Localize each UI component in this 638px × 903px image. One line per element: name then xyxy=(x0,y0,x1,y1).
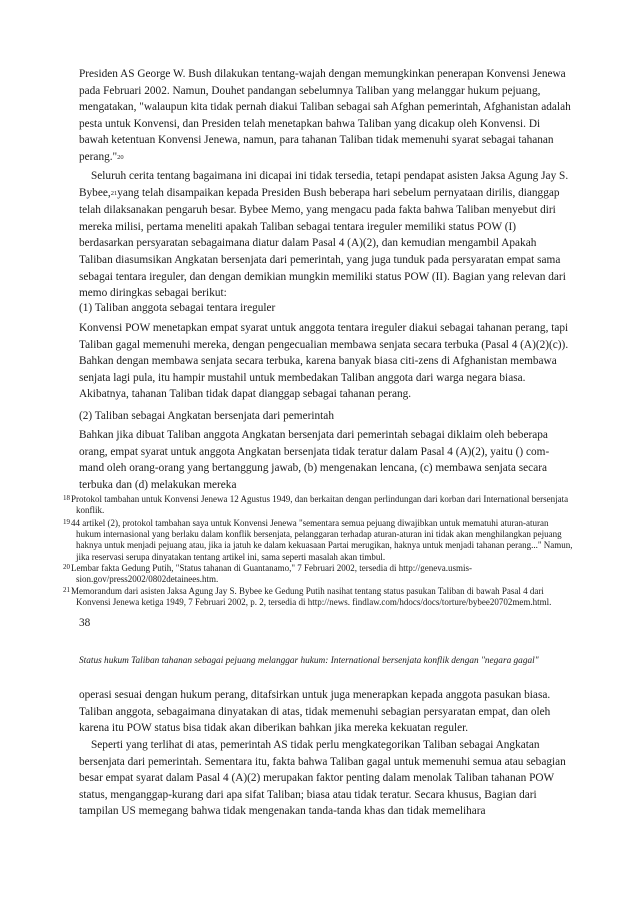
paragraph-bush-geneva xyxy=(79,66,571,167)
footnote-text: 44 artikel (2), protokol tambahan saya untuk Konvensi Jenewa "sementara semua pejuang diwajibkan untuk mematuhi aturan-aturan hukum internasional yang berlaku dalam konflik bersenjata, pelanggaran terhadap aturan-aturan ini tidak akan menghilangkan pejuang haknya untuk menjadi pejuang atau, jika ia jatuh ke dalam kekuasaan Partai merugikan, haknya untuk menjadi tahanan perang..." Namun, jika reservasi serupa dinyatakan tentang artikel ini, sama seperti masalah akan timbul. xyxy=(71,518,573,562)
footnote-ref-21: 21 xyxy=(110,189,118,197)
footnote-18 xyxy=(63,493,573,516)
page-number: 38 xyxy=(79,617,91,629)
subheading-armed-forces: (2) Taliban sebagai Angkatan bersenjata dari pemerintah xyxy=(79,410,334,422)
footnote-text: Protokol tambahan untuk Konvensi Jenewa 12 Agustus 1949, dan berkaitan dengan perlindungan dari korban dari International bersenjata konflik. xyxy=(71,494,569,516)
subheading-irregular: (1) Taliban anggota sebagai tentara ireguler xyxy=(79,302,276,314)
paragraph-regular-forces: operasi sesuai dengan hukum perang, ditafsirkan untuk juga menerapkan kepada anggota pasukan biasa. Taliban anggota, sebagaimana dinyatakan di atas, tidak memenuhi sebagian persyaratan empat, dan oleh karena itu POW status bisa tidak akan diberikan bahkan jika mereka kekuatan reguler. xyxy=(79,689,551,735)
footnote-number: 20 xyxy=(63,563,70,571)
paragraph-us-view xyxy=(79,737,571,820)
paragraph-armed-forces: Bahkan jika dibuat Taliban anggota Angkatan bersenjata dari pemerintah sebagai diklaim oleh beberapa orang, empat syarat untuk anggota Angkatan bersenjata tidak teratur dalam Pasal 4 (A)(2), yaitu () com-mand oleh orang-orang yang bertanggung jawab, (b) mengenakan lencana, (c) membawa senjata secara terbuka dan (d) melakukan mereka xyxy=(79,429,550,491)
footnote-21 xyxy=(63,585,573,608)
footnote-19 xyxy=(63,517,573,563)
footnote-number: 21 xyxy=(63,586,70,594)
paragraph-text: Presiden AS George W. Bush dilakukan tentang-wajah dengan memungkinkan penerapan Konvensi Jenewa pada Februari 2002. Namun, Douhet pandangan sebelumnya Taliban yang melanggar hukum pejuang, mengatakan, "walaupun kita tidak pernah diakui Taliban sebagai sah Afghan pemerintah, Afghanistan adalah pesta untuk Konvensi, dan Presiden telah menetapkan bahwa Taliban yang dicakup oleh Konvensi. Di bawah ketentuan Konvensi Jenewa, namun, para tahanan Taliban tidak memenuhi syarat sebagai tahanan perang." xyxy=(79,68,571,163)
footnote-number: 18 xyxy=(63,494,70,502)
paragraph-text: Seperti yang terlihat di atas, pemerintah AS tidak perlu mengkategorikan Taliban sebagai Angkatan bersenjata dari pemerintah. Sementara itu, fakta bahwa Taliban gagal untuk memenuhi semua atau sebagian besar empat syarat dalam Pasal 4 (A)(2) merupakan faktor penting dalam menolak Taliban tahanan POW status, menganggap-kurang dari apa sifat Taliban; biasa atau tidak teratur. Secara khusus, Bagian dari tampilan US memegang bahwa tidak mengenakan tanda-tanda khas dan tidak memelihara xyxy=(79,739,566,818)
footnote-20 xyxy=(63,562,573,585)
paragraph-text-part-a: Seluruh cerita tentang bagaimana ini dicapai ini tidak tersedia, tetapi pendapat asisten Jaksa Agung Jay S. Bybee, xyxy=(79,170,569,199)
footnote-text: Memorandum dari asisten Jaksa Agung Jay S. Bybee ke Gedung Putih nasihat tentang status pasukan Taliban di bawah Pasal 4 dari Konvensi Jenewa ketiga 1949, 7 Februari 2002, p. 2, tersedia di http://news. findlaw.com/hdocs/docs/torture/bybee20702mem.html. xyxy=(71,586,552,608)
paragraph-bybee-memo xyxy=(79,168,571,302)
running-head: Status hukum Taliban tahanan sebagai pejuang melanggar hukum: International bersenjata konflik dengan "negara gagal" xyxy=(79,656,539,666)
footnote-text: Lembar fakta Gedung Putih, "Status tahanan di Guantanamo," 7 Februari 2002, tersedia di http://geneva.usmis-sion.gov/press2002/0802detainees.htm. xyxy=(71,563,473,585)
footnote-number: 19 xyxy=(63,518,70,526)
footnote-ref-20: 20 xyxy=(117,153,124,161)
paragraph-text-part-b: yang telah disampaikan kepada Presiden Bush beberapa hari sebelum pernyataan dirilis, dianggap telah dilaksanakan pengaruh besar. Bybee Memo, yang mengacu pada fakta bahwa Taliban menyebut diri mereka milisi, pertama meneliti apakah Taliban sebagai tentara ireguler memiliki status POW (I) berdasarkan persyaratan sebagaimana diatur dalam Pasal 4 (A)(2), dan kemudian mengambil Apakah Taliban diasumsikan Angkatan bersenjata dari pemerintah, yang juga tunduk pada persyaratan empat sama sebagai tentara ireguler, dan dengan demikian mungkin memiliki status POW (II). Bagian yang relevan dari memo diringkas sebagai berikut: xyxy=(79,186,566,300)
paragraph-irregular-forces: Konvensi POW menetapkan empat syarat untuk anggota tentara ireguler diakui sebagai tahanan perang, tapi Taliban gagal memenuhi mereka, dengan pengecualian membawa senjata secara terbuka (Pasal 4 (A)(2)(c)). Bahkan dengan membawa senjata secara terbuka, karena banyak biasa citi-zens di Afghanistan membawa senjata lagi pula, itu hampir mustahil untuk membedakan Taliban anggota dari warga negara biasa. Akibatnya, tahanan Taliban tidak dapat dianggap sebagai tahanan perang. xyxy=(79,322,569,401)
